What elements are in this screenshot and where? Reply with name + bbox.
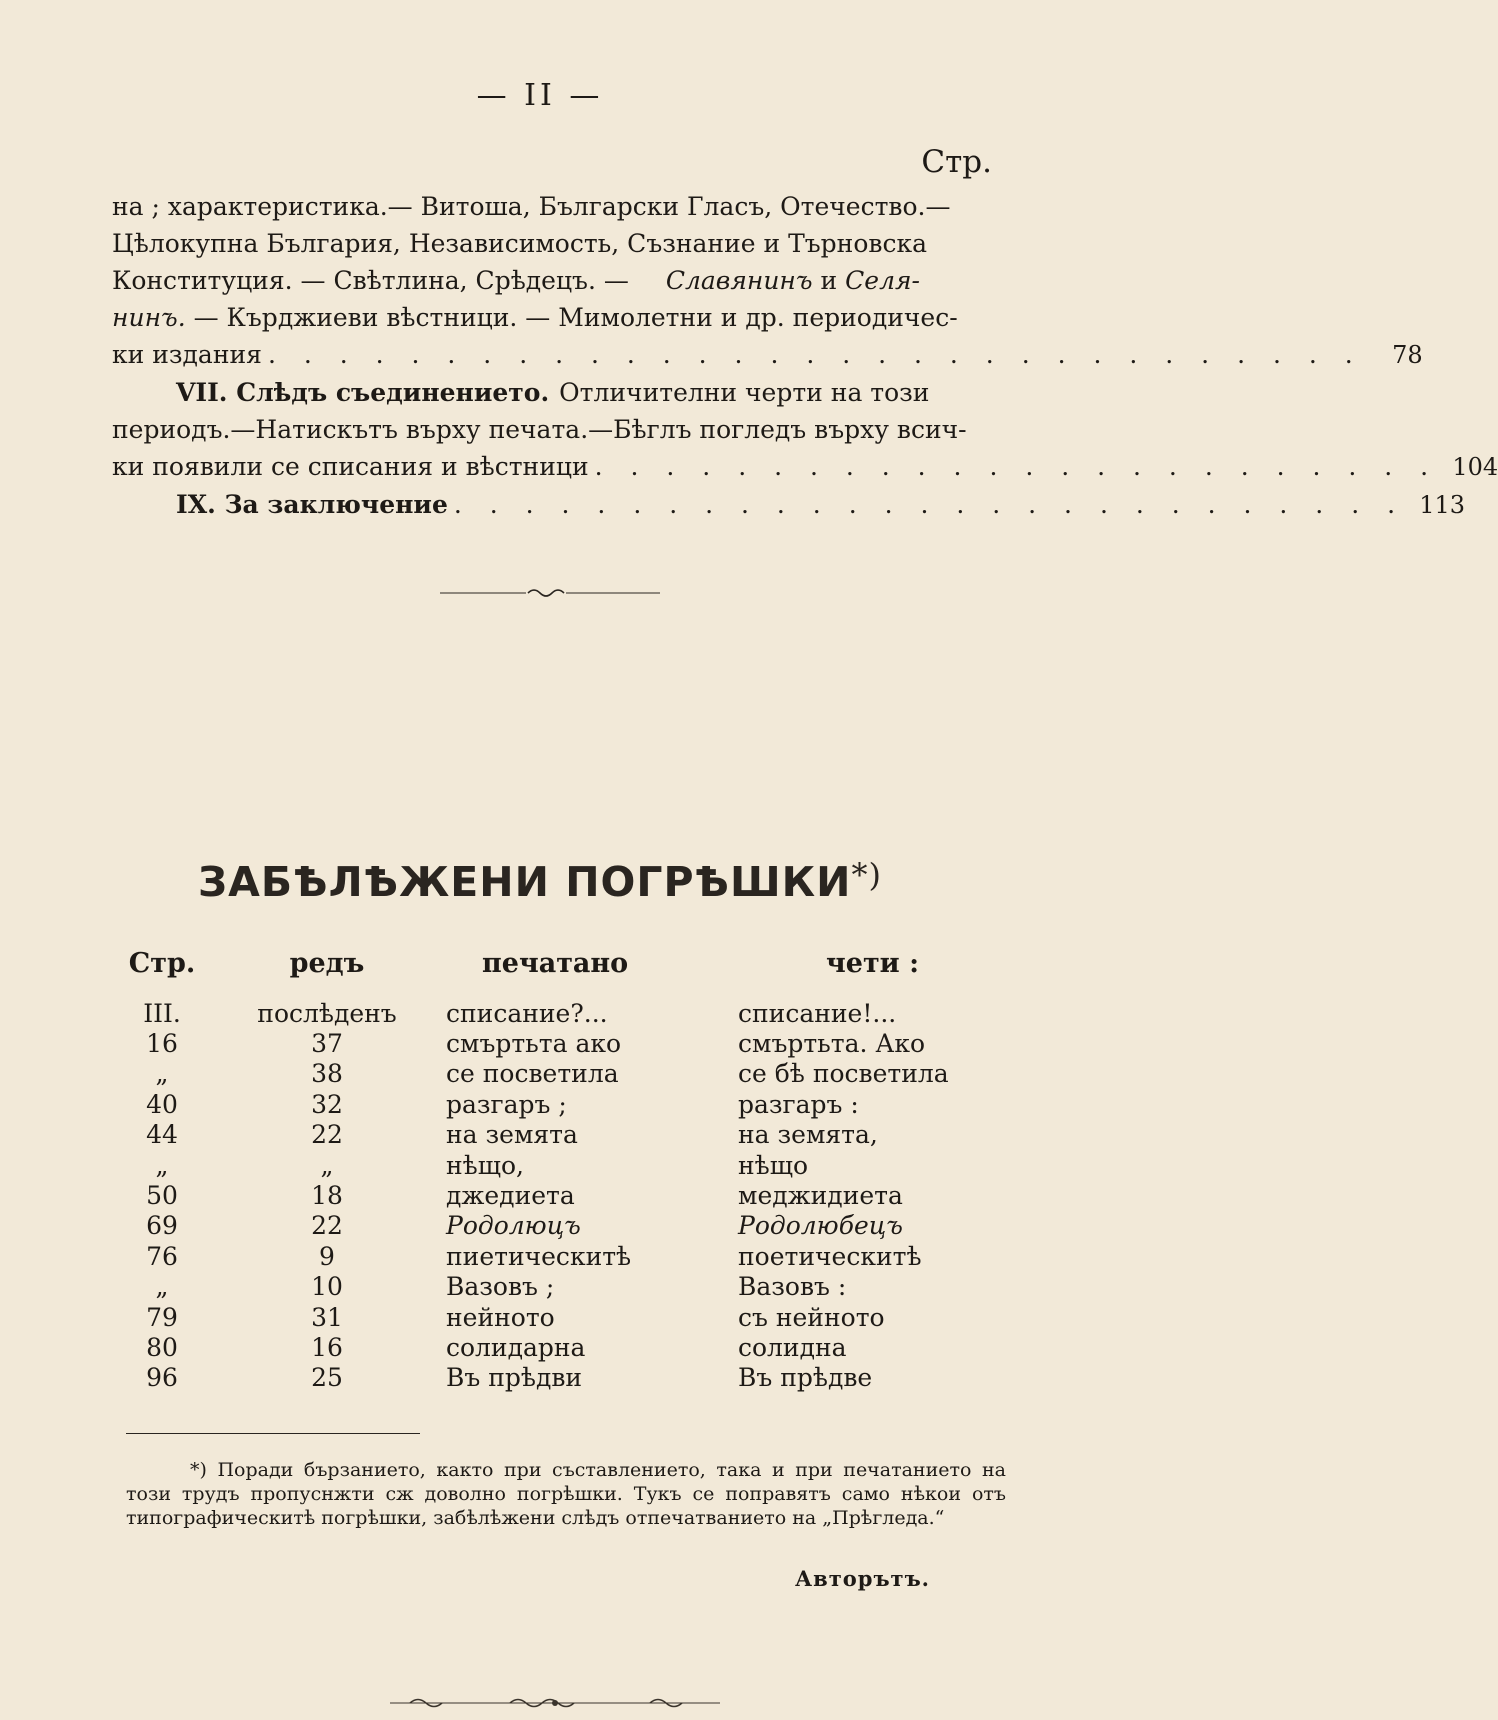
errata-table: [112, 936, 1012, 1393]
toc-entry: [112, 486, 1466, 524]
footnote-marker: *): [851, 856, 882, 894]
table-row: „ „ нѣщо, нѣщо: [155, 1150, 809, 1180]
toc-entry: ки издания . . . . . . . . . . . . . . . . . . . . . . . . . . . . . . . 78: [112, 336, 992, 374]
toc-line: периодъ.—Натискътъ върху печата.—Бѣглъ погледъ върху всич-: [112, 415, 967, 444]
dot-leader: . . . . . . . . . . . . . . . . . . . . . . . .: [594, 452, 1439, 481]
table-row: 79 31 нейното съ нейното: [146, 1302, 885, 1332]
page-column-label: Стр.: [921, 144, 992, 180]
column-header-printed: печатано: [482, 947, 629, 979]
toc-line: Конституция. — Свѣтлина, Срѣдецъ. — Славянинъ и Селя-: [112, 266, 920, 295]
toc-line: VII. Слѣдъ съединението. Отличителни черти на този: [112, 374, 992, 411]
table-row: 69 22 Родолюцъ Родолюбецъ: [146, 1211, 903, 1241]
table-row: 76 9 пиетическитѣ поетическитѣ: [146, 1241, 922, 1271]
table-row: 50 18 джедиета меджидиета: [146, 1181, 903, 1211]
page-number: — II —: [476, 78, 604, 113]
toc-page-number: 104: [1452, 453, 1498, 481]
toc-entry: ки появили се списания и вѣстници . . . . . . . . . . . . . . . . . . . . . . . . 104: [112, 448, 992, 486]
toc-line: нинъ. — Кърджиеви вѣстници. — Мимолетни и др. периодичес-: [112, 303, 958, 332]
table-row: „ 38 се посветила се бѣ посветила: [155, 1059, 949, 1089]
table-row: 44 22 на земята на земята,: [146, 1120, 878, 1150]
footnote-text: *) Поради бързанието, както при съставлението, така и при печатанието на този трудъ пропуснжти сж доволно погрѣшки. Тукъ се поправятъ само нѣкои отъ типографическитѣ погрѣшки, забѣлѣжени слѣдъ отпечатванието на „Прѣгледа.“: [126, 1459, 1006, 1529]
dot-leader: . . . . . . . . . . . . . . . . . . . . . . . . . . . . . . .: [267, 340, 1363, 369]
errata-header-row: [112, 936, 1012, 990]
bottom-ornament: [390, 1696, 720, 1710]
toc-section-heading: VII. Слѣдъ съединението.: [176, 378, 550, 407]
errata-title: ЗАБѢЛѢЖЕНИ ПОГРѢШКИ*): [198, 856, 882, 906]
table-row: 96 25 Въ прѣдви Въ прѣдве: [146, 1363, 873, 1393]
toc-section-heading: IX. За заключение: [176, 490, 448, 519]
column-header-line: редъ: [289, 947, 365, 979]
toc-page-number: 78: [1392, 341, 1423, 369]
toc-page-number: 113: [1419, 491, 1466, 519]
table-of-contents: [112, 188, 1498, 524]
table-row: 80 16 солидарна солидна: [146, 1332, 847, 1362]
table-row: III. послѣденъ списание?... списание!...: [143, 998, 897, 1028]
toc-line: Цѣлокупна България, Независимость, Съзнание и Търновска: [112, 229, 928, 258]
table-row: „ 10 Вазовъ ; Вазовъ :: [155, 1272, 847, 1302]
toc-line: на ; характеристика.— Витоша, Български Гласъ, Отечество.—: [112, 192, 951, 221]
column-header-read: чети :: [826, 947, 920, 979]
footnote-rule: [126, 1433, 420, 1434]
table-row: 16 37 смъртьта ако смъртьта. Ако: [146, 1029, 926, 1059]
column-header-page: Стр.: [128, 947, 196, 979]
author-signature: Авторътъ.: [795, 1566, 930, 1591]
footnote: [126, 1458, 1006, 1530]
dot-leader: . . . . . . . . . . . . . . . . . . . . . . . . . . .: [453, 490, 1406, 519]
table-row: 40 32 разгаръ ; разгаръ :: [146, 1089, 859, 1119]
section-divider-ornament: [440, 586, 660, 600]
